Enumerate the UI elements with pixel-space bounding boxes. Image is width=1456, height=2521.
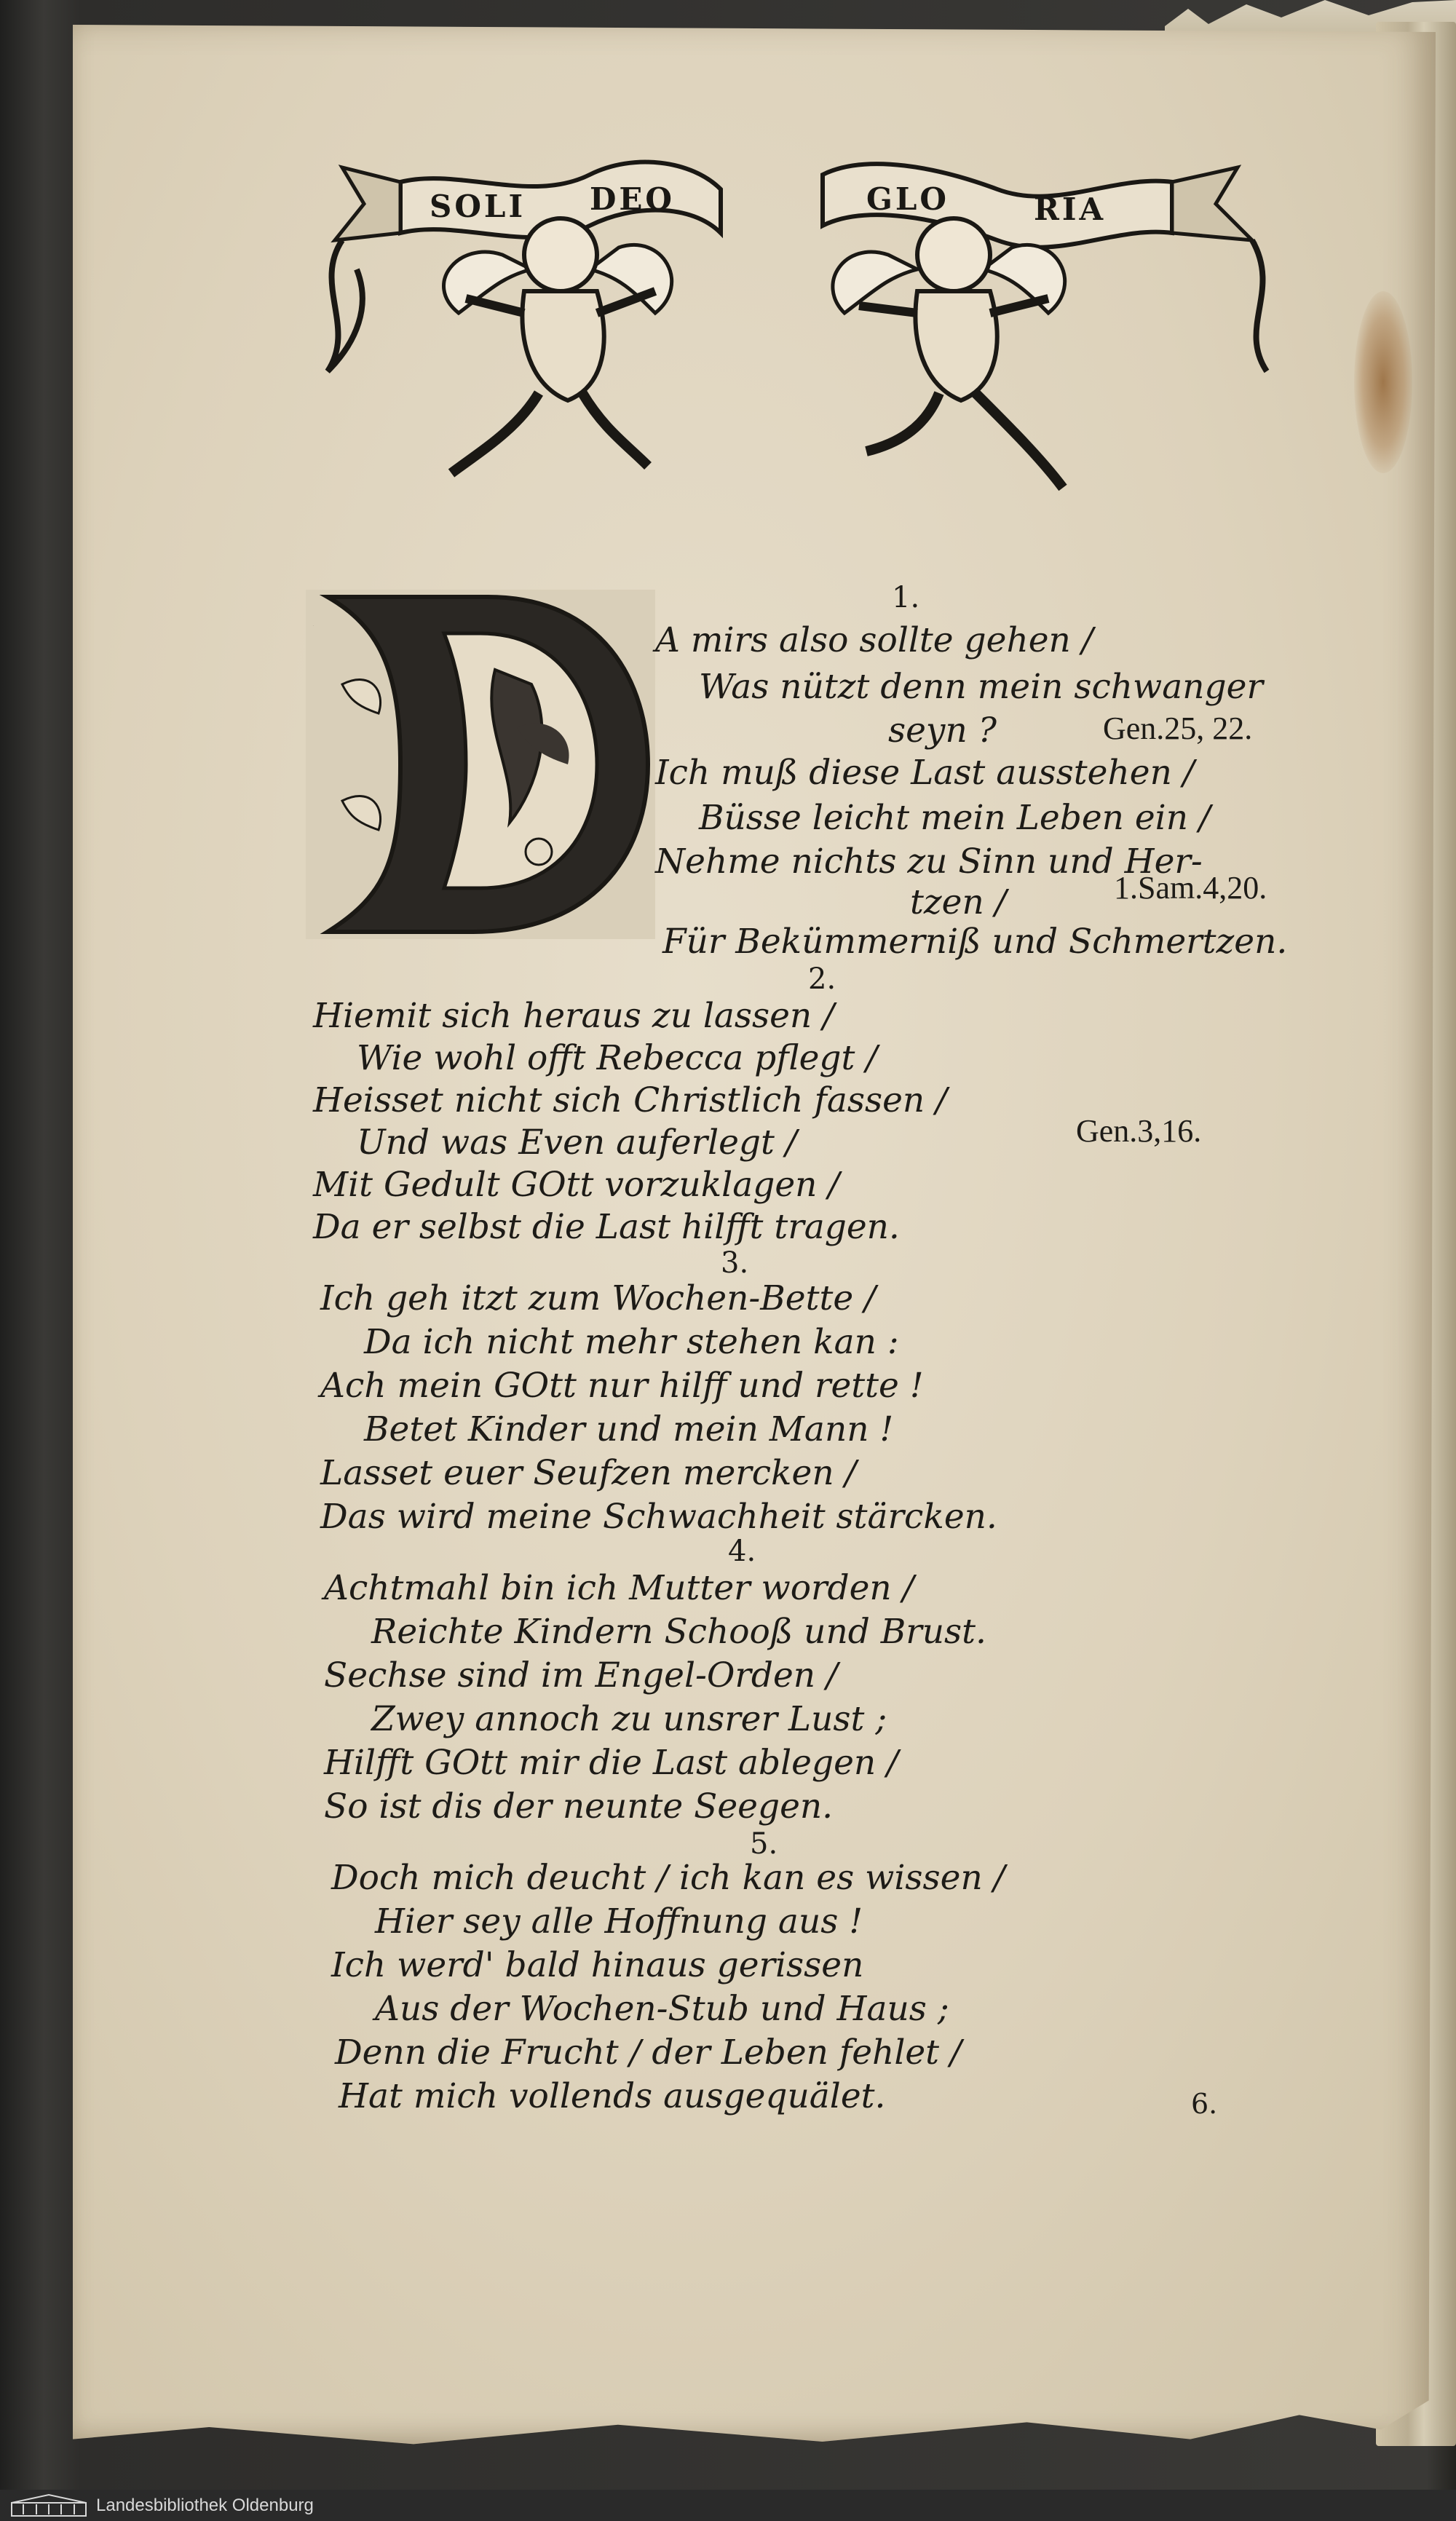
stanza-5-line-4: Aus der Wochen-Stub und Haus ; [375,1989,949,2029]
stanza-5-line-3: Ich werd' bald hinaus gerissen [331,1945,864,1985]
headpiece-cherubs-banner [313,124,1296,531]
stanza-2-line-2: Wie wohl offt Rebecca pflegt / [357,1038,878,1078]
stanza-4-line-3: Sechse sind im Engel-Orden / [324,1655,838,1695]
page-stain [1354,291,1412,473]
stanza-number-3: 3. [721,1246,749,1280]
stanza-5-line-6: Hat mich vollends ausgequälet. [339,2076,886,2116]
right-cherub-icon [833,218,1065,488]
stanza-1-line-8: Für Bekümmerniß und Schmertzen. [662,922,1288,962]
stanza-2-line-1: Hiemit sich heraus zu lassen / [313,996,834,1036]
ref-gen-3-16: Gen.3,16. [1076,1113,1202,1149]
stanza-3-line-6: Das wird meine Schwachheit stärcken. [320,1497,997,1537]
stanza-2-line-5: Mit Gedult GOtt vorzuklagen / [313,1165,840,1205]
stanza-number-4: 4. [728,1535,756,1568]
stanza-number-5: 5. [750,1827,778,1861]
stanza-number-1: 1. [892,581,920,614]
footer-library-name: Landesbibliothek Oldenburg [96,2496,314,2515]
catchword: 6. [1191,2088,1218,2120]
stanza-1-line-7: tzen / [910,882,1007,922]
stanza-1-line-3: seyn ? [888,711,997,751]
stanza-number-2: 2. [808,962,836,996]
stanza-5-line-2: Hier sey alle Hoffnung aus ! [375,1901,863,1942]
ref-gen-25-22: Gen.25, 22. [1103,711,1253,746]
stanza-1-line-1: A mirs also sollte gehen / [655,620,1093,660]
stanza-2-line-3: Heisset nicht sich Christlich fassen / [313,1080,947,1120]
stanza-1-line-4: Ich muß diese Last ausstehen / [655,753,1195,793]
stanza-4-line-4: Zwey annoch zu unsrer Lust ; [371,1699,887,1739]
stanza-4-line-1: Achtmahl bin ich Mutter worden / [324,1568,914,1608]
left-cherub-icon [444,218,672,473]
initial-letter-text: D [313,626,314,627]
stanza-4-line-5: Hilfft GOtt mir die Last ablegen / [324,1743,898,1783]
library-building-icon [9,2493,89,2519]
motto-word-4: RIA [1034,191,1107,227]
motto-word-3: GLO [866,181,949,217]
stanza-1-line-2: Was nützt denn mein schwanger [699,667,1263,707]
stanza-3-line-1: Ich geh itzt zum Wochen-Bette / [320,1278,876,1318]
stanza-1-line-6: Nehme nichts zu Sinn und Her- [655,842,1203,882]
stanza-5-line-5: Denn die Frucht / der Leben fehlet / [335,2033,962,2073]
stanza-3-line-3: Ach mein GOtt nur hilff und rette ! [320,1366,924,1406]
ref-1-sam-4-20: 1.Sam.4,20. [1114,870,1267,906]
stanza-4-line-2: Reichte Kindern Schooß und Brust. [371,1612,986,1652]
stanza-3-line-5: Lasset euer Seufzen mercken / [320,1453,857,1493]
stanza-4-line-6: So ist dis der neunte Seegen. [324,1786,834,1827]
motto-word-2: DEO [590,181,676,217]
stanza-5-line-1: Doch mich deucht / ich kan es wissen / [331,1858,1005,1898]
stanza-1-line-5: Büsse leicht mein Leben ein / [699,798,1211,838]
decorated-initial-letter [298,582,662,946]
stanza-3-line-4: Betet Kinder und mein Mann ! [364,1409,894,1449]
stanza-2-line-6: Da er selbst die Last hilfft tragen. [313,1207,900,1247]
motto-word-1: SOLI [430,189,526,224]
stanza-3-line-2: Da ich nicht mehr stehen kan : [364,1322,899,1362]
stanza-2-line-4: Und was Even auferlegt / [357,1123,797,1163]
